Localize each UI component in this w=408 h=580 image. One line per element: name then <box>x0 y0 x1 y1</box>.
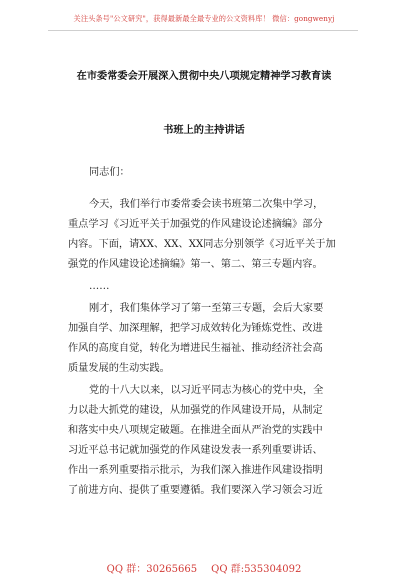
document-title-line-2: 书班上的主持讲话 <box>163 124 245 136</box>
paragraph-line: 党的十八大以来，以习近平同志为核心的党中央，全 <box>89 385 324 396</box>
ellipsis: …… <box>89 281 110 292</box>
footer-qq-group-2[interactable]: QQ 群:535304092 <box>211 564 302 575</box>
paragraph-line: 强党的作风建设论述摘编》第一、第二、第三专题内容。 <box>68 259 323 270</box>
paragraph-line: 力以赴大抓党的建设，从加强党的作风建设开局，从制定 <box>68 405 323 416</box>
paragraph-line: 作风的高度自觉，转化为增进民生福祉、推动经济社会高 <box>68 343 323 354</box>
document-title-line-1: 在市委常委会开展深入贯彻中央八项规定精神学习教育读 <box>76 70 332 82</box>
paragraph-line: 内容。下面，请XX、XX、XX同志分别领学《习近平关于加 <box>68 239 336 250</box>
paragraph-line: 和落实中央八项规定破题。在推进全面从严治党的实践中 <box>68 425 323 436</box>
paragraph-line: 今天，我们举行市委常委会读书班第二次集中学习， <box>89 199 324 210</box>
footer <box>0 560 408 575</box>
header-divider <box>48 30 358 31</box>
paragraph-line: 了前进方向、提供了重要遵循。我们要深入学习领会习近 <box>68 485 323 496</box>
paragraph-line: 加强自学、加深理解，把学习成效转化为锤炼党性、改进 <box>68 323 323 334</box>
header-banner[interactable]: 关注头条号"公文研究"，获得最新最全最专业的公文资料库！ 微信：gongwenyj <box>73 14 335 23</box>
paragraph-line: 质量发展的生动实践。 <box>68 363 170 374</box>
paragraph-line: 重点学习《习近平关于加强党的作风建设论述摘编》部分 <box>68 219 323 230</box>
paragraph-line: 刚才，我们集体学习了第一至第三专题，会后大家要 <box>89 303 324 314</box>
paragraph-line: 作出一系列重要指示批示，为我们深入推进作风建设指明 <box>68 465 323 476</box>
salutation: 同志们： <box>89 167 130 178</box>
footer-qq-group-1[interactable]: QQ 群：30265665 <box>106 564 198 575</box>
paragraph-line: 习近平总书记就加强党的作风建设发表一系列重要讲话、 <box>68 445 323 456</box>
